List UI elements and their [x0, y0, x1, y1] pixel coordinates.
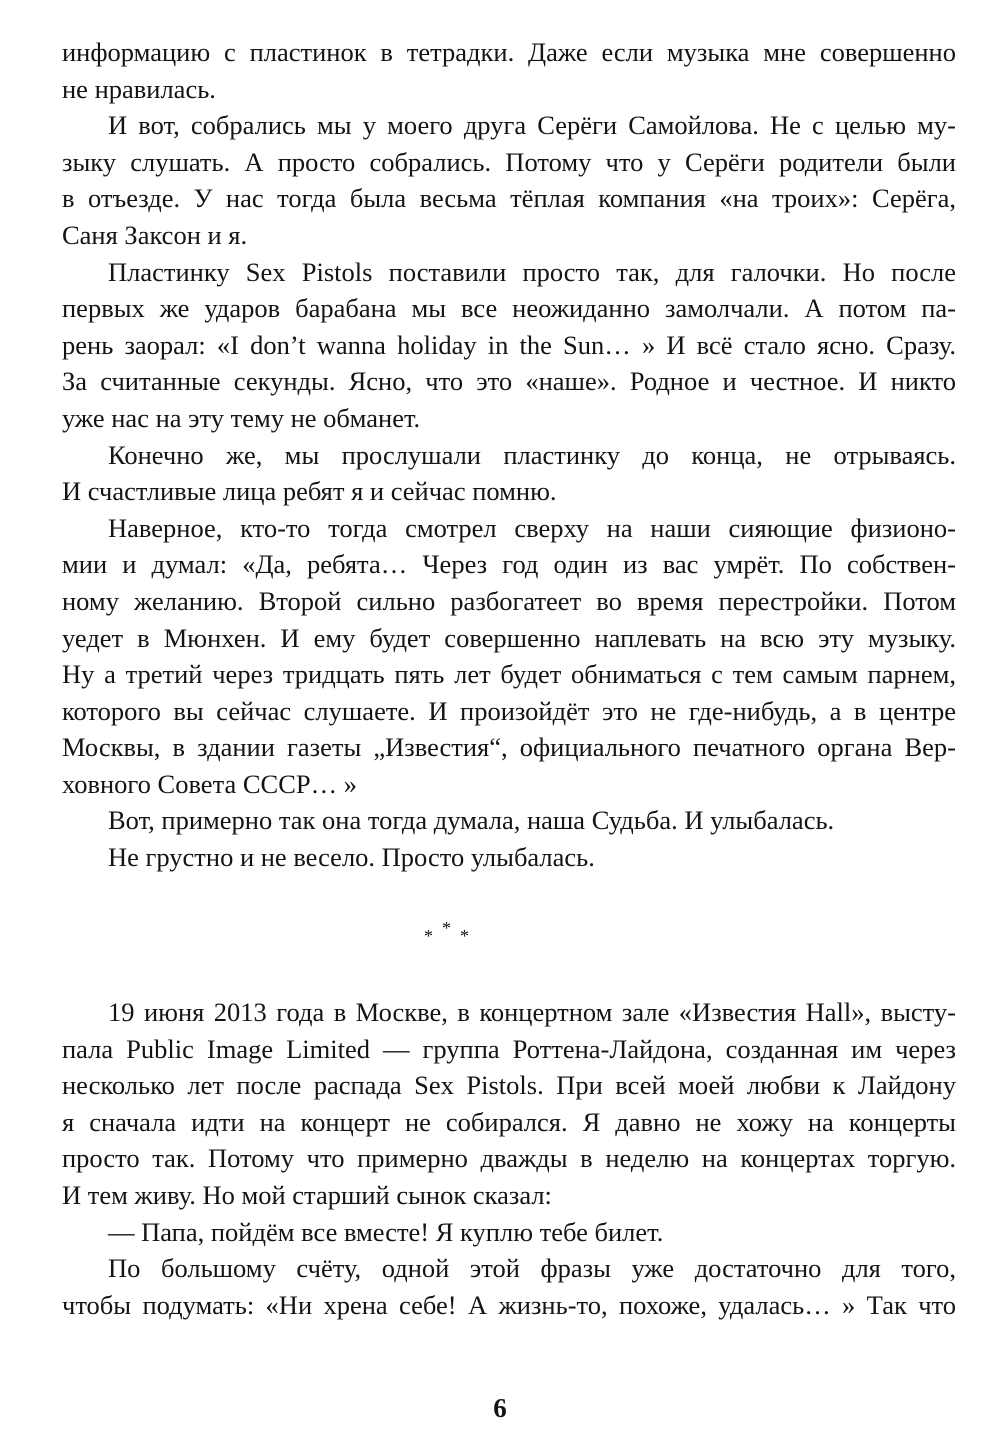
text-block-after-separator	[62, 994, 956, 1323]
text-line: И вот, собрались мы у моего друга Серёги Самойлова. Не с целью му-	[108, 110, 956, 141]
text-line: — Папа, пойдём все вместе! Я куплю тебе билет.	[108, 1216, 664, 1247]
text-line: в отъезде. У нас тогда была весьма тёплая компания «на троих»: Серёга,	[62, 183, 956, 214]
text-line: уедет в Мюнхен. И ему будет совершенно наплевать на всю эту музыку.	[62, 622, 956, 653]
text-line: Не грустно и не весело. Просто улыбалась.	[108, 842, 595, 873]
text-line: мии и думал: «Да, ребята… Через год один из вас умрёт. По собствен-	[62, 549, 956, 580]
text-line: За считанные секунды. Ясно, что это «наше». Родное и честное. И никто	[62, 366, 956, 397]
text-line: Саня Заксон и я.	[62, 219, 248, 250]
text-line: первых же ударов барабана мы все неожиданно замолчали. А потом па-	[62, 293, 956, 324]
section-separator	[0, 914, 894, 964]
text-line: чтобы подумать: «Ни хрена себе! А жизнь-то, похоже, удалась… » Так что	[62, 1289, 956, 1320]
text-line: зыку слушать. А просто собрались. Потому что у Серёги родители были	[62, 146, 956, 177]
text-line: 19 июня 2013 года в Москве, в концертном зале «Известия Hall», высту-	[108, 997, 956, 1027]
text-line: пала Public Image Limited — группа Роттена-Лайдона, созданная им через	[62, 1033, 956, 1064]
text-line: рень заорал: «I don’t wanna holiday in the Sun… » И всё стало ясно. Сразу.	[62, 329, 956, 360]
svg-text:*: *	[424, 926, 433, 946]
text-line: И счастливые лица ребят я и сейчас помню.	[62, 476, 557, 507]
text-line: ховного Совета СССР… »	[62, 768, 357, 799]
text-block-before-separator	[62, 34, 956, 876]
text-line: которого вы сейчас слушаете. И произойдёт это не где-нибудь, а в центре	[62, 695, 956, 726]
text-line: Вот, примерно так она тогда думала, наша Судьба. И улыбалась.	[108, 805, 835, 836]
asterism-icon	[420, 914, 480, 954]
svg-text:*: *	[442, 918, 451, 938]
text-line: Москвы, в здании газеты „Известия“, официального печатного органа Вер-	[62, 732, 956, 763]
text-line: И тем живу. Но мой старший сынок сказал:	[62, 1179, 552, 1210]
text-line: Ну а третий через тридцать пять лет будет обниматься с тем самым парнем,	[62, 659, 956, 690]
svg-text:*: *	[460, 926, 469, 946]
text-line: я сначала идти на концерт не собирался. Я давно не хожу на концерты	[62, 1106, 956, 1137]
text-line: несколько лет после распада Sex Pistols. При всей моей любви к Лайдону	[62, 1070, 956, 1101]
text-line: просто так. Потому что примерно дважды в неделю на концертах торгую.	[62, 1143, 956, 1174]
page-number: 6	[493, 1393, 507, 1423]
text-line: Наверное, кто-то тогда смотрел сверху на наши сияющие физионо-	[108, 512, 956, 543]
text-line: информацию с пластинок в тетрадки. Даже если музыка мне совершенно	[62, 37, 956, 67]
text-line: не нравилась.	[62, 73, 216, 104]
text-line: уже нас на эту тему не обманет.	[62, 402, 421, 433]
text-line: ному желанию. Второй сильно разбогатеет во время перестройки. Потом	[62, 585, 956, 616]
text-line: По большому счёту, одной этой фразы уже достаточно для того,	[108, 1253, 956, 1284]
text-line: Конечно же, мы прослушали пластинку до конца, не отрываясь.	[108, 439, 956, 470]
text-line: Пластинку Sex Pistols поставили просто так, для галочки. Но после	[108, 256, 956, 287]
